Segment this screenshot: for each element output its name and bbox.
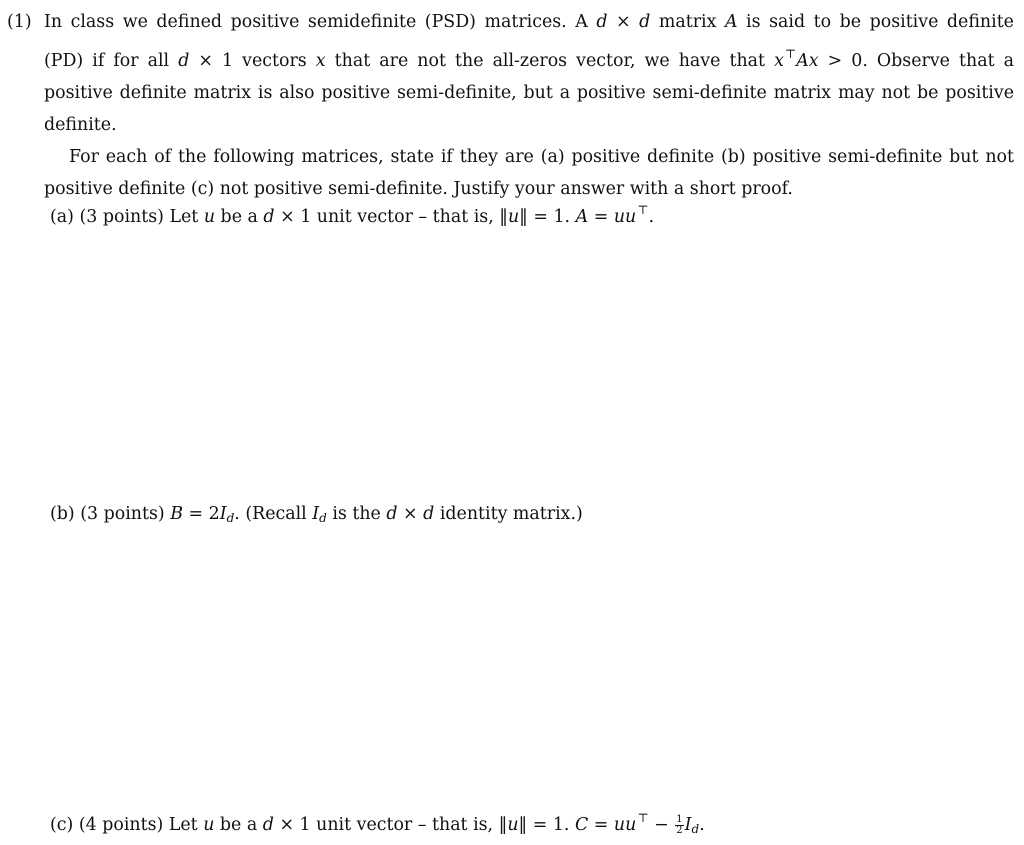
part-a-question bbox=[50, 194, 654, 233]
problem-statement bbox=[44, 6, 1014, 205]
part-b-points: (3 points) bbox=[80, 504, 165, 524]
one-half-fraction: $\frac{1}{2}$ bbox=[676, 814, 683, 837]
part-a-label: (a) bbox=[50, 206, 74, 227]
instruction-line-1: For each of the following matrices, state if they are (a) positive definite (b) positive semi-definite but not bbox=[69, 146, 1014, 167]
part-c-question bbox=[50, 802, 705, 845]
part-b-statement: $B = 2I_d$. (Recall $I_d$ is the d × d identity matrix.) bbox=[170, 504, 583, 525]
instruction-line-2: positive definite (c) not positive semi-definite. Justify your answer with a short proof. bbox=[44, 178, 793, 199]
part-c-label: (c) bbox=[50, 814, 74, 835]
part-a-points: (3 points) bbox=[79, 206, 164, 227]
intro-line-4: definite. bbox=[44, 114, 117, 135]
part-c-points: (4 points) bbox=[78, 814, 164, 835]
part-a-statement: Let u be a d × 1 unit vector – that is, ‖u‖ = 1. A = uu⊤. bbox=[169, 203, 655, 227]
problem-number: (1) bbox=[7, 12, 32, 32]
intro-line-3: positive definite matrix is also positive semi-definite, but a positive semi-definite matrix may not be positive bbox=[44, 82, 1014, 103]
part-b-label: (b) bbox=[50, 504, 75, 524]
part-c-statement: Let u be a d × 1 unit vector – that is, ‖u‖ = 1. C = uu⊤ − $\frac{1}{2}$ $I_d$. bbox=[168, 811, 705, 837]
intro-line-2: (PD) if for all d × 1 vectors x that are not the all-zeros vector, we have that x⊤Ax > 0. Observe that a bbox=[44, 47, 1014, 71]
part-b-question bbox=[50, 498, 583, 534]
intro-line-1: In class we defined positive semidefinite (PSD) matrices. A d × d matrix A is said to be positive definite bbox=[44, 12, 1014, 32]
